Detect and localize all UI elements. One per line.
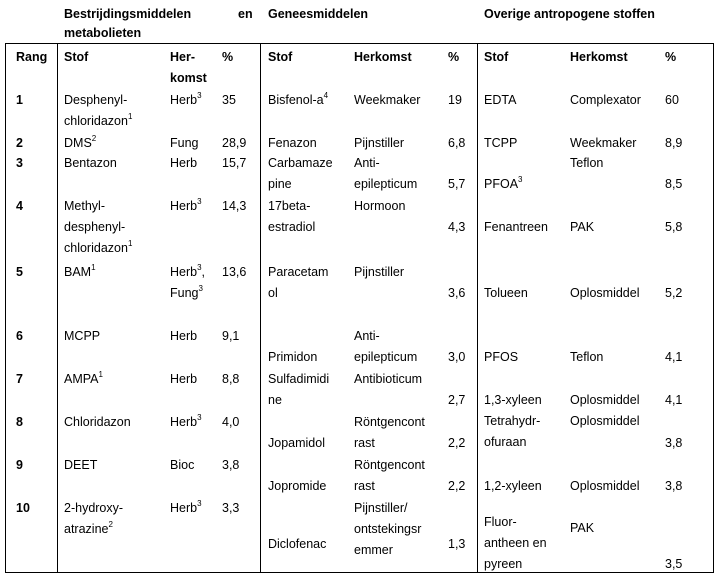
other-tolu: Tolueen (484, 286, 528, 300)
pest-7-pct: 8,8 (222, 372, 240, 386)
med-bisfenol (268, 90, 328, 111)
med-jopro-pct: 2,2 (448, 479, 466, 493)
other-fenan: Fenantreen (484, 220, 548, 234)
col-header-pest-herkomst-2: komst (170, 71, 207, 85)
pest-3-herkomst: Herb (170, 156, 198, 170)
pest-1-stof-footnote: 1 (127, 111, 133, 121)
med-para-line2: ol (268, 286, 278, 300)
column-divider-3 (477, 43, 478, 573)
other-tcpp: TCPP (484, 136, 518, 150)
pest-8-herkomst-footnote: 3 (197, 412, 202, 422)
med-bisfenol-text: Bisfenol-a (268, 93, 324, 107)
col-header-med-pct: % (448, 50, 460, 64)
pest-1-herkomst (170, 90, 202, 111)
pest-5-herkomst-line1-text: Herb (170, 265, 198, 279)
rank-8: 8 (16, 415, 23, 429)
other-fluo-herkomst: PAK (570, 521, 595, 535)
med-carba-herkomst-line1: Anti- (354, 156, 380, 170)
med-fenazon-herkomst: Pijnstiller (354, 136, 405, 150)
med-estra-line2: estradiol (268, 220, 316, 234)
med-diclo-pct: 1,3 (448, 537, 466, 551)
pest-4-stof-line3 (64, 238, 132, 259)
med-fenazon: Fenazon (268, 136, 317, 150)
med-diclo-herkomst-line1: Pijnstiller/ (354, 501, 408, 515)
other-edta: EDTA (484, 93, 517, 107)
med-estra-line1: 17beta- (268, 199, 311, 213)
pest-1-herkomst-text: Herb (170, 93, 198, 107)
med-bisfenol-pct: 19 (448, 93, 462, 107)
pest-10-stof-line1: 2-hydroxy- (64, 501, 124, 515)
group-header-pesticides-en-text: en (238, 7, 253, 21)
med-primi-herkomst-line2: epilepticum (354, 350, 418, 364)
other-edta-herkomst: Complexator (570, 93, 641, 107)
pest-9-herkomst: Bioc (170, 458, 195, 472)
other-pfoa-text: PFOA (484, 177, 519, 191)
other-x13-herkomst: Oplosmiddel (570, 393, 640, 407)
pest-8-herkomst (170, 412, 202, 433)
pest-5-stof-footnote: 1 (91, 262, 96, 272)
col-header-pest-herkomst-1: Her- (170, 50, 196, 64)
pest-10-herkomst-footnote: 3 (197, 498, 202, 508)
rank-4: 4 (16, 199, 23, 213)
pest-3-stof: Bentazon (64, 156, 117, 170)
pest-6-pct: 9,1 (222, 329, 240, 343)
pest-1-stof-line2 (64, 111, 132, 132)
med-primi-herkomst-line1: Anti- (354, 329, 380, 343)
med-jopa-herkomst-line1: Röntgencont (354, 415, 425, 429)
column-divider-1 (57, 43, 58, 573)
pest-3-pct: 15,7 (222, 156, 247, 170)
other-tcpp-pct: 8,9 (665, 136, 683, 150)
med-carba-herkomst-line2: epilepticum (354, 177, 418, 191)
pest-2-stof-text: DMS (64, 136, 92, 150)
pest-10-pct: 3,3 (222, 501, 240, 515)
other-thf-line2: ofuraan (484, 435, 527, 449)
col-header-rang: Rang (16, 50, 48, 64)
pest-1-stof-line1: Desphenyl- (64, 93, 128, 107)
med-jopa-herkomst-line2: rast (354, 436, 375, 450)
med-sulfa-pct: 2,7 (448, 393, 466, 407)
other-tcpp-herkomst: Weekmaker (570, 136, 637, 150)
pest-5-herkomst-line2-text: Fung (170, 286, 199, 300)
pest-10-herkomst (170, 498, 202, 519)
pest-6-herkomst: Herb (170, 329, 198, 343)
other-fluo-line2: antheen en (484, 536, 547, 550)
pest-6-stof: MCPP (64, 329, 101, 343)
med-sulfa-line2: ne (268, 393, 282, 407)
group-header-other (484, 4, 655, 25)
med-carba-pct: 5,7 (448, 177, 466, 191)
col-header-pest-stof: Stof (64, 50, 89, 64)
pest-7-herkomst: Herb (170, 372, 198, 386)
med-estra-pct: 4,3 (448, 220, 466, 234)
pest-5-herkomst-comma: , (201, 265, 206, 279)
med-jopa: Jopamidol (268, 436, 325, 450)
other-pfoa-footnote: 3 (518, 174, 523, 184)
pest-5-herkomst-line1-footnote: 3 (197, 262, 202, 272)
col-header-other-herkomst: Herkomst (570, 50, 628, 64)
med-fenazon-pct: 6,8 (448, 136, 466, 150)
other-tolu-herkomst: Oplosmiddel (570, 286, 640, 300)
pest-2-pct: 28,9 (222, 136, 247, 150)
rank-2: 2 (16, 136, 23, 150)
med-primi: Primidon (268, 350, 318, 364)
other-thf-herkomst: Oplosmiddel (570, 414, 640, 428)
rank-3: 3 (16, 156, 23, 170)
col-header-med-herkomst: Herkomst (354, 50, 412, 64)
other-pfoa-herkomst: Teflon (570, 156, 604, 170)
other-edta-pct: 60 (665, 93, 679, 107)
med-para-herkomst: Pijnstiller (354, 265, 405, 279)
pest-5-stof-text: BAM (64, 265, 92, 279)
pest-4-stof-line3-text: chloridazon (64, 241, 128, 255)
pest-5-stof (64, 262, 96, 283)
pest-4-pct: 14,3 (222, 199, 247, 213)
pest-5-herkomst-line2 (170, 283, 203, 304)
pest-7-stof-footnote: 1 (98, 369, 103, 379)
other-fenan-pct: 5,8 (665, 220, 683, 234)
pest-4-herkomst (170, 196, 202, 217)
group-header-medicines (268, 4, 368, 25)
pest-2-stof-footnote: 2 (91, 133, 97, 143)
other-fluo-line1: Fluor- (484, 515, 517, 529)
pest-8-stof: Chloridazon (64, 415, 131, 429)
other-x13-pct: 4,1 (665, 393, 683, 407)
col-header-med-stof: Stof (268, 50, 293, 64)
group-header-pesticides-line2-text: metabolieten (64, 26, 142, 40)
other-tolu-pct: 5,2 (665, 286, 683, 300)
pest-5-herkomst-line2-footnote: 3 (198, 283, 203, 293)
pest-10-stof-line2 (64, 519, 113, 540)
group-header-medicines-text: Geneesmiddelen (268, 7, 369, 21)
med-diclo-herkomst-line3: emmer (354, 543, 393, 557)
pest-10-stof-footnote: 2 (108, 519, 113, 529)
rank-10: 10 (16, 501, 30, 515)
other-pfoa-pct: 8,5 (665, 177, 683, 191)
col-header-other-pct: % (665, 50, 677, 64)
rank-7: 7 (16, 372, 23, 386)
med-diclo: Diclofenac (268, 537, 327, 551)
other-x12-pct: 3,8 (665, 479, 683, 493)
rank-9: 9 (16, 458, 23, 472)
other-pfoa (484, 174, 523, 195)
other-pfos-herkomst: Teflon (570, 350, 604, 364)
pest-10-stof-line2-text: atrazine (64, 522, 109, 536)
med-jopro-herkomst-line2: rast (354, 479, 375, 493)
rank-1: 1 (16, 93, 23, 107)
other-thf-line1: Tetrahydr- (484, 414, 541, 428)
med-diclo-herkomst-line2: ontstekingsr (354, 522, 422, 536)
other-pfos: PFOS (484, 350, 519, 364)
pest-5-herkomst-line1 (170, 262, 205, 283)
med-jopro-herkomst-line1: Röntgencont (354, 458, 425, 472)
med-carba-line2: pine (268, 177, 292, 191)
pest-1-stof-line2-text: chloridazon (64, 114, 128, 128)
pest-4-herkomst-text: Herb (170, 199, 198, 213)
pest-4-stof-line2: desphenyl- (64, 220, 126, 234)
rank-6: 6 (16, 329, 23, 343)
med-jopa-pct: 2,2 (448, 436, 466, 450)
pest-1-pct: 35 (222, 93, 236, 107)
pest-4-stof-footnote: 1 (127, 238, 133, 248)
pest-10-herkomst-text: Herb (170, 501, 198, 515)
group-header-pesticides-line1: Bestrijdingsmiddelen (64, 7, 192, 21)
pest-8-herkomst-text: Herb (170, 415, 198, 429)
other-fluo-line3: pyreen (484, 557, 523, 571)
pest-2-herkomst: Fung (170, 136, 199, 150)
other-thf-pct: 3,8 (665, 436, 683, 450)
pest-7-stof-text: AMPA (64, 372, 99, 386)
pest-9-stof: DEET (64, 458, 98, 472)
group-header-other-text: Overige antropogene stoffen (484, 7, 655, 21)
pest-2-stof (64, 133, 96, 154)
pest-9-pct: 3,8 (222, 458, 240, 472)
med-sulfa-line1: Sulfadimidi (268, 372, 330, 386)
group-header-pesticides-en (238, 4, 253, 25)
other-x12: 1,2-xyleen (484, 479, 542, 493)
rank-5: 5 (16, 265, 23, 279)
other-x12-herkomst: Oplosmiddel (570, 479, 640, 493)
pest-7-stof (64, 369, 103, 390)
other-pfos-pct: 4,1 (665, 350, 683, 364)
med-sulfa-herkomst: Antibioticum (354, 372, 423, 386)
med-bisfenol-footnote: 4 (323, 90, 329, 100)
col-header-pest-pct: % (222, 50, 234, 64)
med-estra-herkomst: Hormoon (354, 199, 406, 213)
pest-1-herkomst-footnote: 3 (197, 90, 202, 100)
group-header-pesticides (64, 4, 191, 25)
pest-4-stof-line1: Methyl- (64, 199, 105, 213)
med-jopro: Jopromide (268, 479, 327, 493)
group-header-pesticides-line2 (64, 23, 141, 44)
other-fenan-herkomst: PAK (570, 220, 595, 234)
column-divider-2 (260, 43, 261, 573)
pest-4-herkomst-footnote: 3 (197, 196, 202, 206)
other-fluo-pct: 3,5 (665, 557, 683, 571)
med-para-pct: 3,6 (448, 286, 466, 300)
med-para-line1: Paracetam (268, 265, 329, 279)
other-x13: 1,3-xyleen (484, 393, 542, 407)
col-header-other-stof: Stof (484, 50, 509, 64)
med-carba-line1: Carbamaze (268, 156, 333, 170)
pest-5-pct: 13,6 (222, 265, 247, 279)
med-bisfenol-herkomst: Weekmaker (354, 93, 421, 107)
pest-8-pct: 4,0 (222, 415, 240, 429)
med-primi-pct: 3,0 (448, 350, 466, 364)
